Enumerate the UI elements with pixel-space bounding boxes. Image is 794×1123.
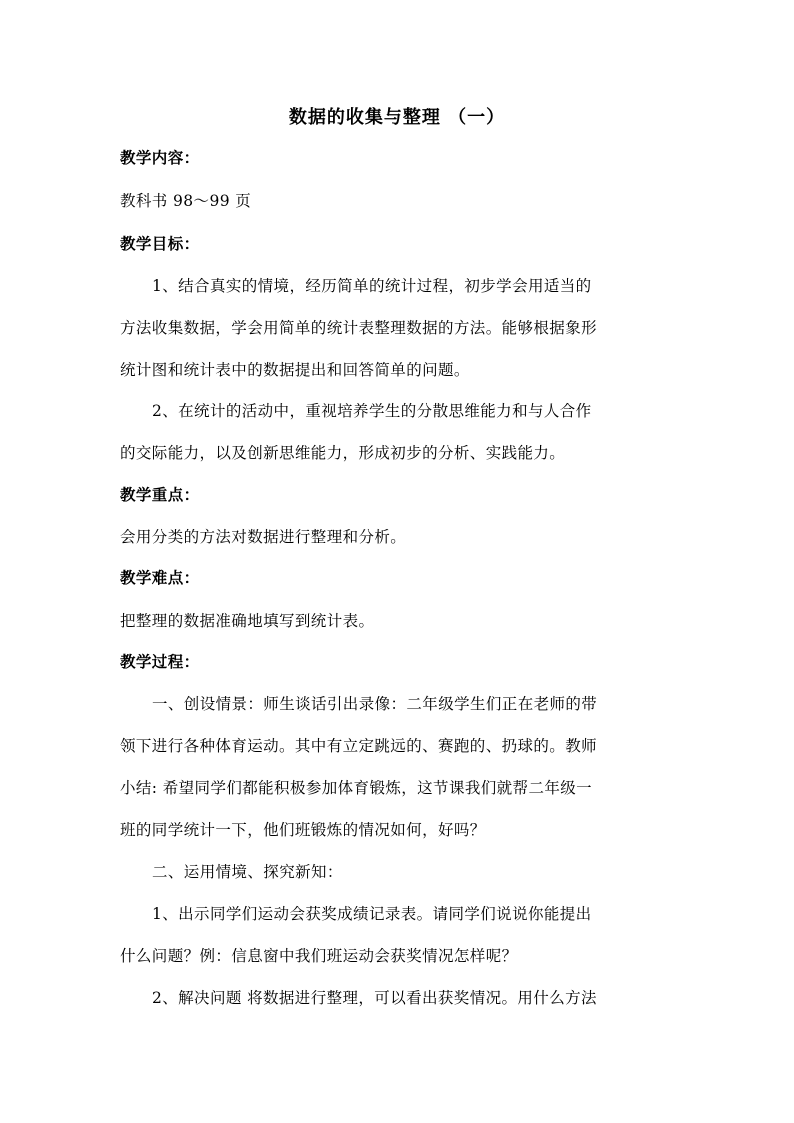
paragraph-process-1-line-3: 小结: 希望同学们都能积极参加体育锻炼，这节课我们就帮二年级一 <box>120 779 593 797</box>
paragraph-key-points: 会用分类的方法对数据进行整理和分析。 <box>120 528 407 546</box>
document-title: 数据的收集与整理 （一） <box>288 107 506 128</box>
paragraph-textbook-pages: 教科书 98～99 页 <box>120 192 252 210</box>
paragraph-goal-2-line-2: 的交际能力，以及创新思维能力，形成初步的分析、实践能力。 <box>120 444 566 462</box>
paragraph-process-1-line-1: 一、创设情景：师生谈话引出录像：二年级学生们正在老师的带 <box>152 695 598 713</box>
heading-difficult-points: 教学难点： <box>120 568 200 587</box>
heading-teaching-content: 教学内容： <box>120 148 200 167</box>
paragraph-goal-2-line-1: 2、在统计的活动中，重视培养学生的分散思维能力和与人合作 <box>152 402 592 420</box>
paragraph-process-2-item-1-line-1: 1、出示同学们运动会获奖成绩记录表。请同学们说说你能提出 <box>152 905 592 923</box>
paragraph-process-2-item-1-line-2: 什么问题？例：信息窗中我们班运动会获奖情况怎样呢？ <box>120 947 518 965</box>
paragraph-goal-1-line-3: 统计图和统计表中的数据提出和回答简单的问题。 <box>120 361 470 379</box>
paragraph-difficult-points: 把整理的数据准确地填写到统计表。 <box>120 612 375 630</box>
paragraph-process-2-title: 二、运用情境、探究新知： <box>152 863 343 881</box>
heading-teaching-goals: 教学目标： <box>120 234 200 253</box>
paragraph-process-1-line-4: 班的同学统计一下，他们班锻炼的情况如何，好吗？ <box>120 821 486 839</box>
paragraph-goal-1-line-1: 1、结合真实的情境，经历简单的统计过程，初步学会用适当的 <box>152 277 592 295</box>
paragraph-goal-1-line-2: 方法收集数据，学会用简单的统计表整理数据的方法。能够根据象形 <box>120 319 598 337</box>
paragraph-process-2-item-2-line-1: 2、解决问题 将数据进行整理，可以看出获奖情况。用什么方法 <box>152 989 597 1007</box>
heading-teaching-process: 教学过程： <box>120 652 200 671</box>
paragraph-process-1-line-2: 领下进行各种体育运动。其中有立定跳远的、赛跑的、扔球的。教师 <box>120 737 598 755</box>
heading-key-points: 教学重点： <box>120 485 200 504</box>
